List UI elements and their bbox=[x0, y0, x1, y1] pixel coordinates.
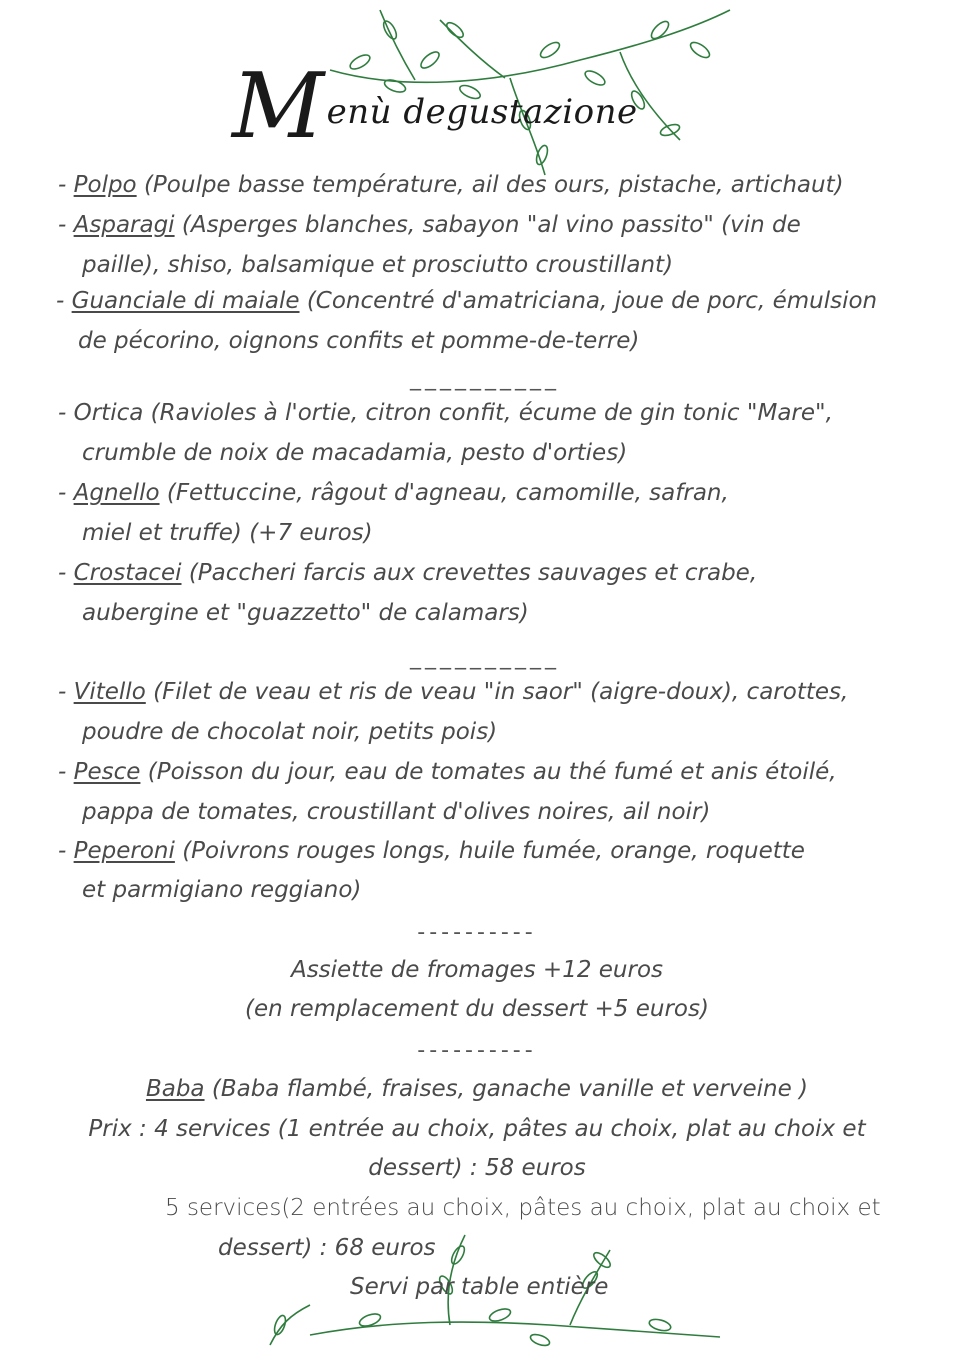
dish-name: Ortica bbox=[73, 400, 144, 426]
dish-description: (Baba flambé, fraises, ganache vanille et verveine ) bbox=[211, 1076, 809, 1102]
separator: __________ bbox=[410, 366, 560, 391]
dish-description-cont: miel et truffe) (+7 euros) bbox=[82, 520, 373, 546]
served-note: Servi par table entière bbox=[350, 1274, 609, 1300]
dish-name: Agnello bbox=[73, 480, 160, 506]
menu-item-vitello: - Vitello (Filet de veau et ris de veau "in saor" (aigre-doux), carottes, bbox=[58, 679, 849, 705]
dish-description: (Ravioles à l'ortie, citron confit, écume de gin tonic "Mare", bbox=[150, 400, 833, 426]
dish-name: Guanciale di maiale bbox=[71, 288, 300, 314]
dish-description-cont: et parmigiano reggiano) bbox=[82, 877, 362, 903]
dish-description: (Concentré d'amatriciana, joue de porc, émulsion bbox=[306, 288, 878, 314]
dish-name: Crostacei bbox=[73, 560, 182, 586]
cheese-replacement: (en remplacement du dessert +5 euros) bbox=[245, 996, 709, 1022]
dish-description-cont: crumble de noix de macadamia, pesto d'orties) bbox=[82, 440, 628, 466]
menu-item-ortica: - Ortica (Ravioles à l'ortie, citron confit, écume de gin tonic "Mare", bbox=[58, 400, 833, 426]
separator: ---------- bbox=[417, 920, 537, 945]
dish-description: (Asperges blanches, sabayon "al vino passito" (vin de bbox=[181, 212, 801, 238]
menu-item-baba bbox=[0, 1076, 954, 1104]
dish-description: (Fettuccine, râgout d'agneau, camomille, safran, bbox=[166, 480, 729, 506]
price-4-services-cont: dessert) : 58 euros bbox=[368, 1155, 586, 1181]
dish-description-cont: aubergine et "guazzetto" de calamars) bbox=[82, 600, 529, 626]
dish-description: (Poivrons rouges longs, huile fumée, orange, roquette bbox=[182, 838, 805, 864]
menu-title-rest: enù degustazione bbox=[326, 92, 638, 132]
separator: ---------- bbox=[417, 1038, 537, 1063]
price-5-services-cont: dessert) : 68 euros bbox=[218, 1235, 436, 1261]
dish-name: Peperoni bbox=[73, 838, 175, 864]
dish-name: Vitello bbox=[73, 679, 146, 705]
menu-title-initial: M bbox=[232, 54, 325, 159]
dish-description-cont: paille), shiso, balsamique et prosciutto croustillant) bbox=[82, 252, 674, 278]
dish-description: (Poulpe basse température, ail des ours, pistache, artichaut) bbox=[143, 172, 844, 198]
dish-description: (Poisson du jour, eau de tomates au thé fumé et anis étoilé, bbox=[147, 759, 837, 785]
menu-item-peperoni: - Peperoni (Poivrons rouges longs, huile fumée, orange, roquette bbox=[58, 838, 805, 864]
dish-name: Asparagi bbox=[73, 212, 175, 238]
dish-description-cont: poudre de chocolat noir, petits pois) bbox=[82, 719, 498, 745]
menu-item-guanciale: - Guanciale di maiale (Concentré d'amatriciana, joue de porc, émulsion bbox=[56, 288, 878, 314]
menu-item-crostacei: - Crostacei (Paccheri farcis aux crevettes sauvages et crabe, bbox=[58, 560, 758, 586]
menu-item-asparagi: - Asparagi (Asperges blanches, sabayon "al vino passito" (vin de bbox=[58, 212, 801, 238]
dish-name: Polpo bbox=[73, 172, 137, 198]
dish-description: (Paccheri farcis aux crevettes sauvages et crabe, bbox=[188, 560, 758, 586]
menu-title bbox=[232, 54, 702, 159]
menu-item-agnello: - Agnello (Fettuccine, râgout d'agneau, camomille, safran, bbox=[58, 480, 729, 506]
price-4-services: Prix : 4 services (1 entrée au choix, pâtes au choix, plat au choix et bbox=[88, 1116, 866, 1142]
dish-name: Pesce bbox=[73, 759, 141, 785]
menu-item-pesce: - Pesce (Poisson du jour, eau de tomates au thé fumé et anis étoilé, bbox=[58, 759, 837, 785]
dish-name: Baba bbox=[145, 1076, 205, 1102]
price-5-services: 5 services(2 entrées au choix, pâtes au choix, plat au choix et bbox=[165, 1195, 881, 1221]
separator: __________ bbox=[410, 645, 560, 670]
cheese-offer: Assiette de fromages +12 euros bbox=[290, 957, 664, 983]
menu-item-polpo: - Polpo (Poulpe basse température, ail des ours, pistache, artichaut) bbox=[58, 172, 844, 198]
dish-description: (Filet de veau et ris de veau "in saor" (aigre-doux), carottes, bbox=[153, 679, 849, 705]
dish-description-cont: de pécorino, oignons confits et pomme-de-terre) bbox=[78, 328, 640, 354]
dish-description-cont: pappa de tomates, croustillant d'olives noires, ail noir) bbox=[82, 799, 711, 825]
